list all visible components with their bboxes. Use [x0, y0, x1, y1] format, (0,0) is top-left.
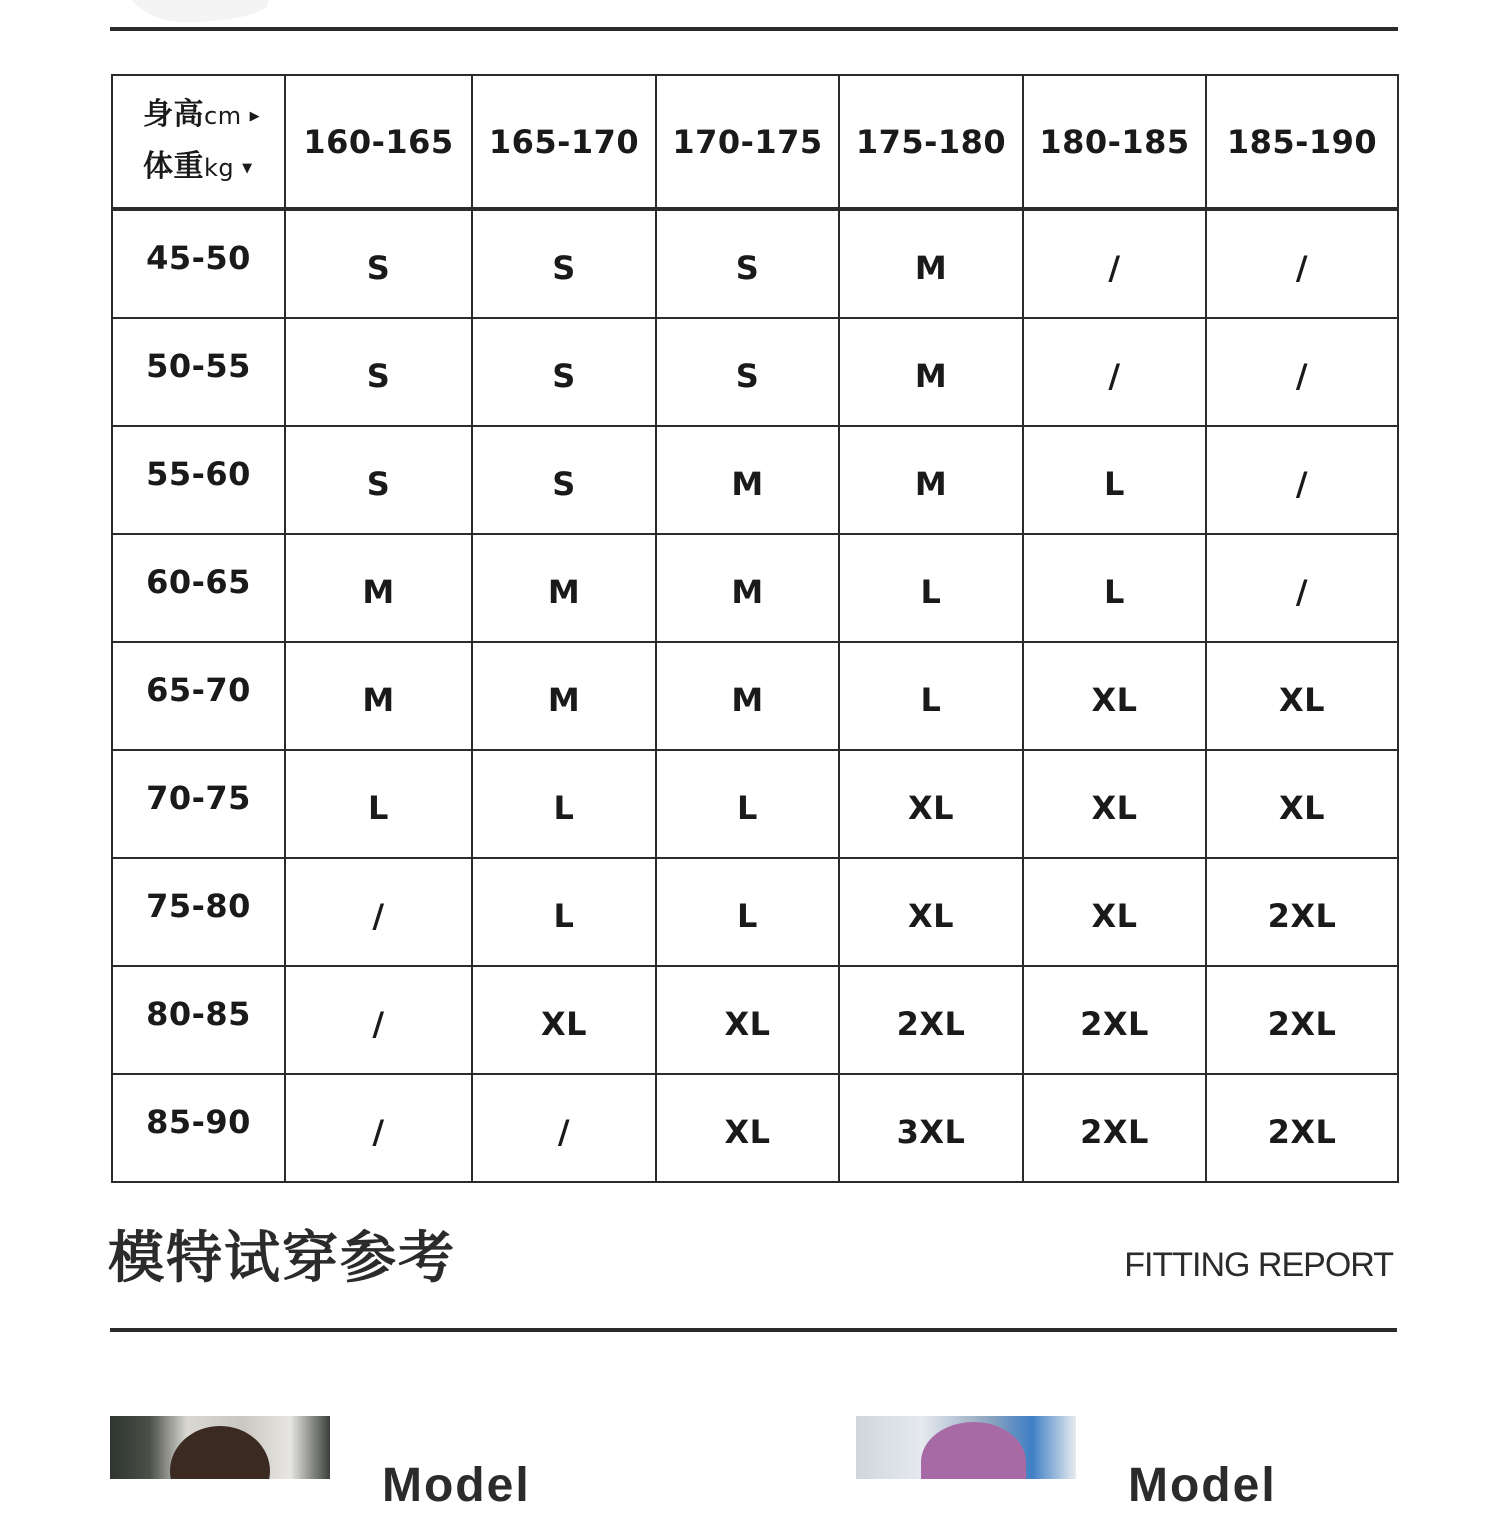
- table-row: [112, 858, 1398, 966]
- section-title: 模特试穿参考: [108, 1226, 456, 1291]
- size-cell: XL: [839, 750, 1023, 858]
- weight-cell: 85-90: [112, 1074, 285, 1182]
- size-cell: XL: [1023, 750, 1206, 858]
- size-cell: XL: [1206, 750, 1398, 858]
- table-row: [112, 534, 1398, 642]
- size-cell: /: [472, 1074, 656, 1182]
- model-label: Model: [382, 1459, 531, 1512]
- height-header: 165-170: [472, 75, 656, 209]
- top-divider: [110, 27, 1398, 31]
- size-cell: S: [285, 426, 472, 534]
- arrow-right-icon: ▶: [249, 108, 261, 124]
- size-cell: XL: [1206, 642, 1398, 750]
- table-row: [112, 1074, 1398, 1182]
- weight-cell: 65-70: [112, 642, 285, 750]
- weight-axis-label: 体重kg ▼: [143, 148, 253, 184]
- size-cell: XL: [1023, 858, 1206, 966]
- size-cell: XL: [1023, 642, 1206, 750]
- size-cell: M: [839, 209, 1023, 318]
- size-cell: /: [1206, 209, 1398, 318]
- weight-cell: 45-50: [112, 209, 285, 318]
- weight-cell: 55-60: [112, 426, 285, 534]
- size-cell: S: [285, 318, 472, 426]
- height-header: 185-190: [1206, 75, 1398, 209]
- size-cell: S: [472, 426, 656, 534]
- height-header: 170-175: [656, 75, 839, 209]
- size-cell: M: [656, 426, 839, 534]
- size-cell: M: [285, 642, 472, 750]
- size-cell: /: [1023, 209, 1206, 318]
- section-divider: [110, 1328, 1397, 1332]
- size-cell: L: [656, 750, 839, 858]
- size-cell: L: [472, 858, 656, 966]
- model-photo: [856, 1416, 1076, 1479]
- size-cell: M: [472, 642, 656, 750]
- size-cell: /: [285, 966, 472, 1074]
- size-cell: S: [656, 318, 839, 426]
- size-cell: /: [1023, 318, 1206, 426]
- size-cell: M: [839, 426, 1023, 534]
- size-cell: L: [656, 858, 839, 966]
- size-cell: S: [472, 318, 656, 426]
- size-cell: 2XL: [1023, 966, 1206, 1074]
- size-cell: /: [1206, 534, 1398, 642]
- size-cell: S: [656, 209, 839, 318]
- size-cell: M: [656, 534, 839, 642]
- arrow-down-icon: ▼: [242, 160, 253, 176]
- size-cell: S: [472, 209, 656, 318]
- size-chart-table: [111, 74, 1399, 1183]
- weight-cell: 75-80: [112, 858, 285, 966]
- size-cell: /: [285, 858, 472, 966]
- table-row: [112, 750, 1398, 858]
- table-row: [112, 966, 1398, 1074]
- size-cell: L: [839, 534, 1023, 642]
- size-cell: 2XL: [1206, 858, 1398, 966]
- size-cell: 2XL: [839, 966, 1023, 1074]
- size-cell: XL: [839, 858, 1023, 966]
- size-cell: /: [285, 1074, 472, 1182]
- size-cell: /: [1206, 426, 1398, 534]
- table-row: [112, 318, 1398, 426]
- size-cell: 2XL: [1206, 1074, 1398, 1182]
- table-row: [112, 642, 1398, 750]
- size-cell: M: [472, 534, 656, 642]
- height-header: 180-185: [1023, 75, 1206, 209]
- size-cell: 3XL: [839, 1074, 1023, 1182]
- weight-cell: 60-65: [112, 534, 285, 642]
- size-cell: M: [656, 642, 839, 750]
- height-axis-label: 身高cm ▶: [143, 96, 261, 132]
- size-cell: XL: [656, 966, 839, 1074]
- corner-cell: [112, 75, 285, 209]
- height-header: 175-180: [839, 75, 1023, 209]
- weight-cell: 50-55: [112, 318, 285, 426]
- size-cell: L: [1023, 426, 1206, 534]
- size-cell: L: [472, 750, 656, 858]
- size-cell: XL: [472, 966, 656, 1074]
- table-row: [112, 426, 1398, 534]
- size-cell: 2XL: [1023, 1074, 1206, 1182]
- size-cell: XL: [656, 1074, 839, 1182]
- size-cell: 2XL: [1206, 966, 1398, 1074]
- header-row: [112, 75, 1398, 209]
- size-cell: L: [285, 750, 472, 858]
- size-cell: S: [285, 209, 472, 318]
- size-cell: L: [839, 642, 1023, 750]
- section-subtitle: FITTING REPORT: [1124, 1246, 1393, 1284]
- height-header: 160-165: [285, 75, 472, 209]
- size-cell: /: [1206, 318, 1398, 426]
- size-cell: L: [1023, 534, 1206, 642]
- model-photo: [110, 1416, 330, 1479]
- size-cell: M: [839, 318, 1023, 426]
- size-cell: M: [285, 534, 472, 642]
- weight-cell: 70-75: [112, 750, 285, 858]
- weight-cell: 80-85: [112, 966, 285, 1074]
- table-row: [112, 209, 1398, 318]
- watermark-logo: [110, 0, 280, 26]
- model-label: Model: [1128, 1459, 1277, 1512]
